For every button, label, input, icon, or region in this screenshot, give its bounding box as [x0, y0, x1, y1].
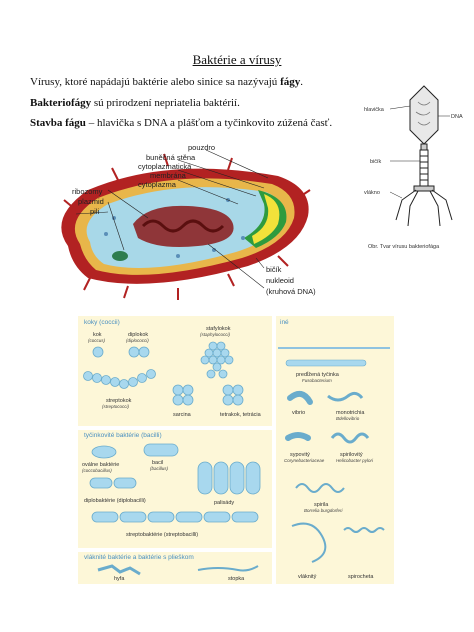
label-ovalne: oválne baktérie	[82, 462, 120, 468]
bacterial-shapes-chart	[78, 316, 394, 584]
text-line-2: Bakteriofágy sú prirodzení nepriatelia baktérií.	[30, 97, 240, 109]
label-cytoplazma: cytoplazma	[138, 180, 176, 189]
label-stopka: stopka	[228, 576, 245, 582]
label-bacil-latin: (bacillus)	[150, 466, 169, 471]
label-tetrakok: tetrakok, tetrácia	[220, 412, 261, 418]
label-predlzena-latin: Fusobacterium	[302, 378, 332, 383]
phage-label-hlavicka: hlavička	[364, 107, 384, 113]
shape-predlzena	[286, 360, 366, 366]
phage-diagram	[362, 80, 468, 252]
label-spirila-latin: Borrelia burgdorferi	[304, 508, 343, 513]
header-ine: iné	[280, 319, 289, 326]
phage-label-vlakno: vlákno	[364, 190, 380, 196]
label-cytoplazmaticka: cytoplazmatická	[138, 162, 192, 171]
label-kok: kok	[93, 332, 102, 338]
shape-diplokok-2	[139, 347, 149, 357]
text-line-3: Stavba fágu – hlavička s DNA a plášťom a tyčinkovito zúžená časť.	[30, 117, 333, 129]
shape-kok	[93, 347, 103, 357]
label-membrana: membrána	[150, 171, 186, 180]
label-diplokok: diplokok	[128, 332, 149, 338]
label-bacil: bacil	[152, 460, 164, 466]
label-pouzdro: pouzdro	[188, 143, 216, 152]
label-streptokok-latin: (streptococci)	[102, 404, 130, 409]
shape-diplokok-1	[129, 347, 139, 357]
label-sypovity-latin: Corynebacteriaceae	[284, 458, 325, 463]
label-vibrio: vibrio	[292, 410, 306, 416]
phage-fibers	[396, 190, 452, 226]
label-sarcina: sarcina	[173, 412, 191, 418]
label-kok-latin: (coccus)	[88, 338, 106, 343]
label-monotrichia-latin: Bdellovibrio	[336, 416, 360, 421]
label-bunecna-stena: buněčná stěna	[146, 153, 196, 162]
bacterium-diagram	[28, 138, 328, 308]
panel-ine	[276, 316, 394, 584]
label-sypovity: sypovitý	[290, 452, 310, 458]
shape-bacil	[144, 444, 178, 456]
label-ovalne-latin: (coccobacillus)	[82, 468, 112, 473]
phage-tail	[414, 144, 434, 191]
label-streptobakterie: streptobaktérie (streptobacilli)	[126, 532, 199, 538]
panel-koky	[78, 316, 272, 426]
page-title: Baktérie a vírusy	[192, 52, 282, 67]
label-stafylokok: stafylokok	[206, 326, 231, 332]
header-koky: koky (coccii)	[84, 319, 120, 326]
label-vlaknity: vláknitý	[298, 574, 317, 580]
label-nukleoid: nukleoid	[266, 276, 294, 285]
phage-head	[410, 86, 438, 144]
label-ribozomy: ribozomy	[72, 187, 103, 196]
label-diplobakterie: diplobaktérie (diplobacilli)	[84, 498, 146, 504]
shape-ovalne	[92, 446, 116, 458]
shape-sypovity	[288, 435, 308, 438]
label-plazmid: plazmid	[78, 197, 104, 206]
label-kruhova-dna: (kruhová DNA)	[266, 287, 316, 296]
phage-label-dna: DNA	[451, 114, 463, 120]
label-hyfa: hyfa	[114, 576, 125, 582]
label-monotrichia: monotrichia	[336, 410, 365, 416]
label-spirila: spirila	[314, 502, 329, 508]
label-bicik: bičík	[266, 265, 282, 274]
label-palisady: palisády	[214, 500, 235, 506]
header-tycinkovite: tyčinkovité baktérie (bacilli)	[84, 432, 162, 439]
label-spirocheta: spirocheta	[348, 574, 374, 580]
label-spirilovity: spirilovitý	[340, 452, 363, 458]
label-stafylokok-latin: (staphylococci)	[200, 332, 231, 337]
label-pili: pili	[90, 207, 100, 216]
label-streptokok: streptokok	[106, 398, 132, 404]
label-predlzena: predĺžená tyčinka	[296, 372, 339, 378]
text-line-1: Vírusy, ktoré napádajú baktérie alebo sinice sa nazývajú fágy.	[30, 76, 303, 88]
label-diplokok-latin: (diplococci)	[126, 338, 149, 343]
phage-caption: Obr. Tvar vírusu bakteriofága	[368, 244, 440, 250]
header-vlaknite: vláknité baktérie a baktérie s plieškom	[84, 554, 194, 561]
label-spirilovity-latin: Helicobacter pylori	[336, 458, 374, 463]
phage-label-bicik: bičík	[370, 159, 382, 165]
